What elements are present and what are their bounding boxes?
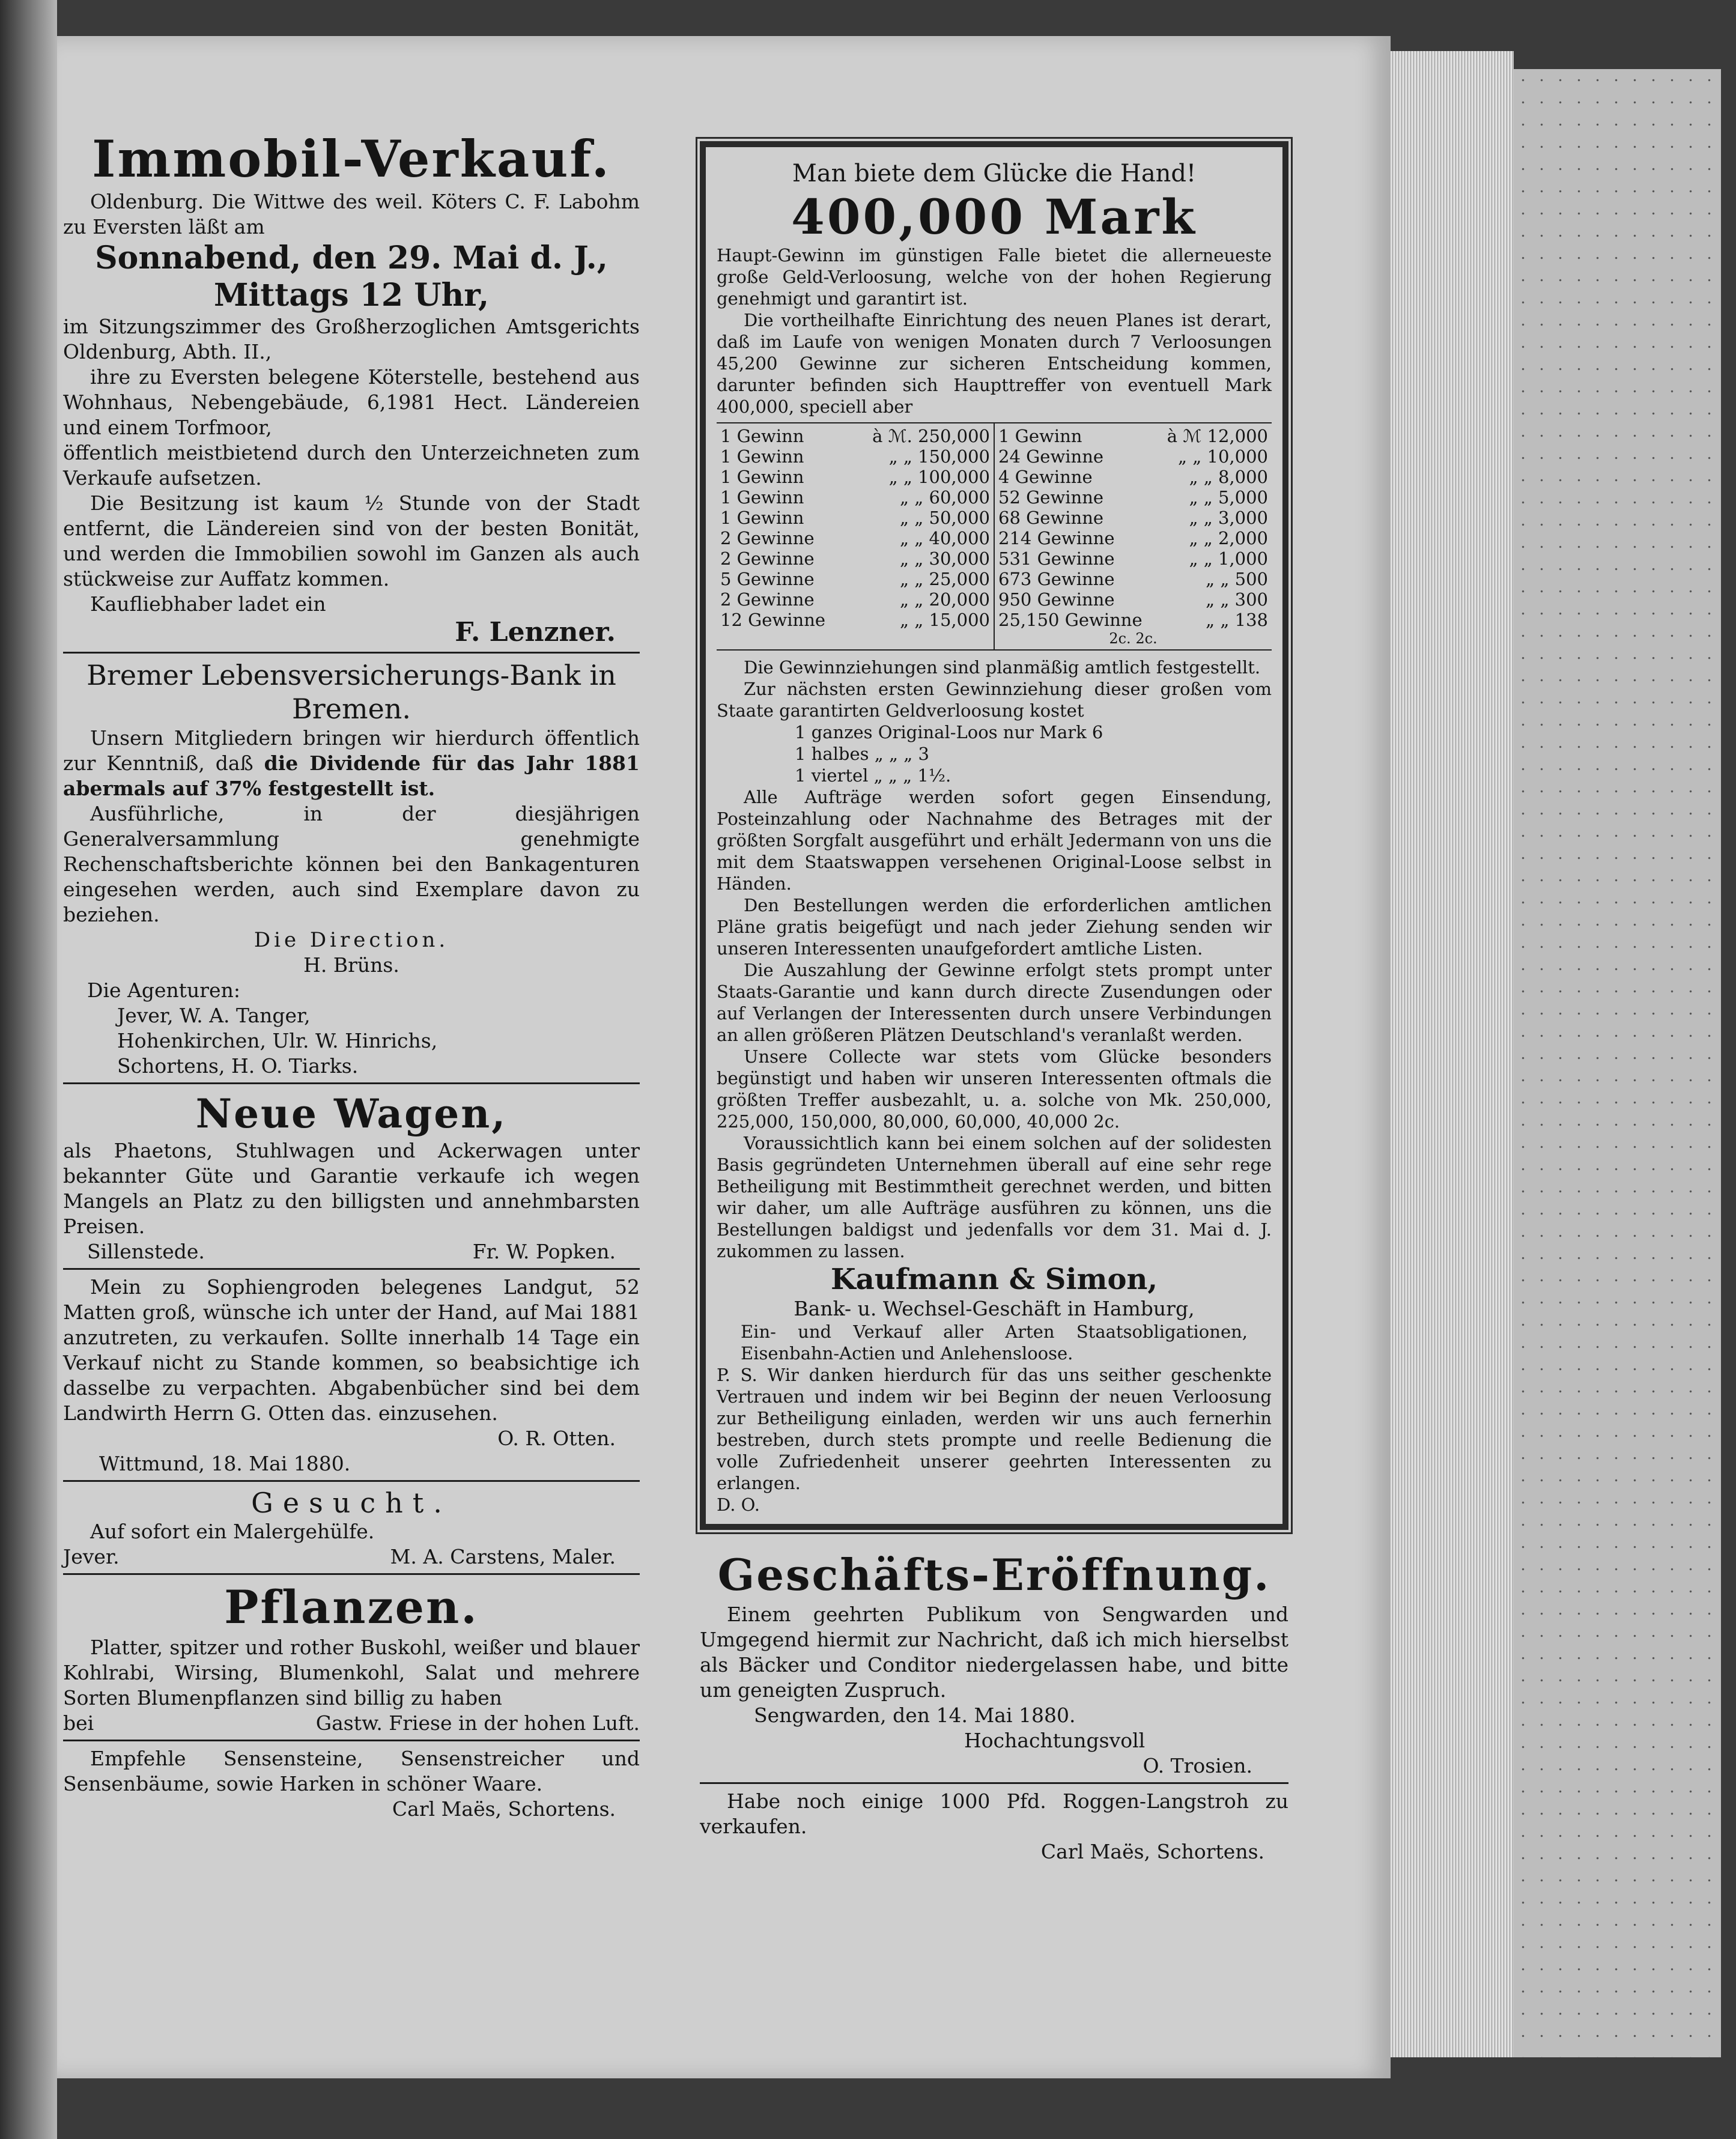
ad-text: Haupt-Gewinn im günstigen Falle bietet die allerneueste große Geld-Verloosung, welche von der hohen Regierung genehmigt und garantirt ist. [717, 245, 1272, 309]
ad-postscript-sign: D. O. [717, 1494, 760, 1515]
prize-count: 1 Gewinn [720, 467, 804, 487]
prize-amount: „ „ 100,000 [888, 467, 990, 487]
loos-price: 1 ganzes Original-Loos nur Mark 6 [795, 722, 1103, 742]
ad-title: Pflanzen. [224, 1580, 479, 1634]
prize-row [998, 528, 1268, 548]
ad-footer [63, 1544, 640, 1570]
prize-amount: „ „ 30,000 [900, 548, 990, 569]
divider [63, 1740, 640, 1741]
prize-amount: „ „ 500 [1206, 569, 1268, 589]
firm-description: Ein- und Verkauf aller Arten Staatsobligationen, Eisenbahn-Actien und Anlehensloose. [741, 1321, 1248, 1364]
prize-amount: „ „ 40,000 [900, 528, 990, 548]
loos-price: 1 viertel „ „ „ 1½. [795, 765, 951, 786]
ad-text: Platter, spitzer und rother Buskohl, weißer und blauer Kohlrabi, Wirsing, Blumenkohl, Salat und mehrere Sorten Blumenpflanzen sind billig zu haben [63, 1636, 640, 1710]
ad-pflanzen [63, 1580, 640, 1736]
ad-postscript: P. S. Wir danken hierdurch für das uns seither geschenkte Vertrauen und indem wir bei Beginn der neuen Verloosung zur Betheiligung einladen, werden wir uns auch fernerhin bestreben, durch stets prompte und reelle Bedienung die volle Zufriedenheit unserer geehrten Interessenten zu erlangen. [717, 1365, 1272, 1493]
ad-amount: 400,000 Mark [791, 189, 1197, 245]
divider [63, 1480, 640, 1482]
ad-text-part: Unsern Mitgliedern bringen wir hierdurch öffentlich zur Kenntniß, daß [63, 726, 640, 775]
ad-time: Mittags 12 Uhr, [213, 277, 490, 314]
prize-row [720, 610, 990, 630]
prize-table [717, 422, 1272, 651]
prize-count: 673 Gewinne [998, 569, 1115, 589]
prize-row [998, 467, 1268, 487]
firm-subtitle: Bank- u. Wechsel-Geschäft in Hamburg, [794, 1297, 1195, 1320]
ad-dateline: Sengwarden, den 14. Mai 1880. [754, 1704, 1076, 1727]
ad-place: bei [63, 1711, 94, 1735]
ad-immobil-verkauf [63, 129, 640, 648]
ad-sensen [63, 1746, 640, 1822]
prize-count: 2 Gewinne [720, 589, 815, 610]
ad-signature: F. Lenzner. [455, 617, 616, 648]
ad-roggen [700, 1789, 1288, 1864]
agent-item: Jever, W. A. Tanger, [117, 1004, 311, 1027]
right-column [700, 141, 1288, 1864]
prize-amount: „ „ 138 [1206, 610, 1268, 630]
agent-item: Hohenkirchen, Ulr. W. Hinrichs, [117, 1029, 438, 1052]
ad-text: Mein zu Sophiengroden belegenes Landgut, 52 Matten groß, wünsche ich unter der Hand, auf Mai 1881 anzutreten, zu verkaufen. Sollte innerhalb 14 Tage ein Verkauf nicht zu Stande kommen, so beabsichtige ich dasselbe zu verpachten. Abgabenbücher sind bei dem Landwirth Herrn G. Otten das. einzusehen. [63, 1275, 640, 1425]
ad-footer [63, 1711, 640, 1736]
ad-signature: O. Trosien. [1143, 1754, 1252, 1777]
prize-row [998, 610, 1268, 630]
prize-row [720, 528, 990, 548]
ad-text [63, 726, 640, 801]
ad-text: ihre zu Eversten belegene Köterstelle, bestehend aus Wohnhaus, Nebengebäude, 6,1981 Hect. Ländereien und einem Torfmoor, [63, 365, 640, 439]
ad-text: Kaufliebhaber ladet ein [90, 592, 326, 616]
ad-lottery-framed [700, 141, 1288, 1530]
prize-count: 2 Gewinne [720, 528, 815, 548]
prize-list-left [717, 423, 995, 649]
ad-text: Auf sofort ein Malergehülfe. [90, 1520, 375, 1543]
prize-row [998, 426, 1268, 446]
ad-bremer-bank [63, 658, 640, 1079]
ad-signature: M. A. Carstens, Maler. [390, 1545, 616, 1568]
ad-title: Immobil-Verkauf. [92, 129, 611, 189]
ad-text: Die Besitzung ist kaum ½ Stunde von der Stadt entfernt, die Ländereien sind von der besten Bonität, und werden die Immobilien sowohl im Ganzen als auch stückweise zur Auffatz kommen. [63, 491, 640, 590]
prize-count: 68 Gewinne [998, 508, 1104, 528]
prize-amount: „ „ 25,000 [900, 569, 990, 589]
prize-amount: „ „ 1,000 [1189, 548, 1268, 569]
ad-signature: Carl Maës, Schortens. [1040, 1840, 1264, 1863]
prize-list-right [995, 423, 1272, 649]
prize-count: 52 Gewinne [998, 487, 1104, 508]
prize-amount: „ „ 2,000 [1189, 528, 1268, 548]
prize-row [720, 446, 990, 467]
ad-headline: Man biete dem Glücke die Hand! [792, 160, 1197, 187]
firm-name: Kaufmann & Simon, [830, 1263, 1158, 1296]
agents-label: Die Agenturen: [87, 978, 240, 1002]
prize-count: 1 Gewinn [720, 487, 804, 508]
prize-count: 1 Gewinn [720, 446, 804, 467]
page-edges [1376, 51, 1514, 2057]
ad-title: Geschäfts-Eröffnung. [717, 1549, 1271, 1600]
ad-text: Unsere Collecte war stets vom Glücke besonders begünstigt und haben wir unseren Interessenten oftmals die größten Treffer ausbezahlt, u. a. solche von Mk. 250,000, 225,000, 150,000, 80,000, 60,000, 40,000 2c. [717, 1046, 1272, 1132]
ad-text: als Phaetons, Stuhlwagen und Ackerwagen unter bekannter Güte und Garantie verkaufe ich wegen Mangels an Platz zu den billigsten und annehmbarsten Preisen. [63, 1139, 640, 1238]
prize-count: 1 Gewinn [720, 426, 804, 446]
prize-count: 12 Gewinne [720, 610, 826, 630]
ad-direction: Die Direction. [253, 928, 449, 952]
dividend-notice: die Dividende für das Jahr 1881 abermals auf 37% festgestellt ist. [63, 751, 640, 800]
prize-count: 2 Gewinne [720, 548, 815, 569]
prize-amount: à ℳ. 250,000 [872, 426, 990, 446]
ad-dateline: Wittmund, 18. Mai 1880. [99, 1452, 351, 1475]
prize-count: 24 Gewinne [998, 446, 1104, 467]
ad-signature: Fr. W. Popken. [472, 1240, 616, 1263]
prize-count: 214 Gewinne [998, 528, 1115, 548]
ad-text: Die Auszahlung der Gewinne erfolgt stets prompt unter Staats-Garantie und kann durch directe Zusendungen oder auf Verlangen der Interessenten durch unsere Verbindungen an allen größeren Plätzen Deutschland's veranlaßt werden. [717, 960, 1272, 1045]
prize-amount: „ „ 15,000 [900, 610, 990, 630]
ad-signature: O. R. Otten. [497, 1427, 616, 1450]
prize-count: 1 Gewinn [720, 508, 804, 528]
left-column [63, 129, 640, 1822]
divider [700, 1782, 1288, 1784]
ad-signature: Gastw. Friese in der hohen Luft. [315, 1711, 640, 1735]
prize-row [998, 487, 1268, 508]
ad-text: Die Gewinnziehungen sind planmäßig amtlich festgestellt. [744, 657, 1261, 678]
prize-count: 5 Gewinne [720, 569, 815, 589]
divider [63, 1268, 640, 1270]
divider [63, 652, 640, 654]
prize-count: 4 Gewinne [998, 467, 1093, 487]
prize-row [720, 467, 990, 487]
prize-row [998, 569, 1268, 589]
prize-count: 531 Gewinne [998, 548, 1115, 569]
divider [63, 1082, 640, 1084]
prize-amount: „ „ 150,000 [888, 446, 990, 467]
ad-geschaefts-eroeffnung [700, 1548, 1288, 1779]
ad-title: Neue Wagen, [195, 1090, 508, 1137]
loos-price: 1 halbes „ „ „ 3 [795, 744, 929, 764]
ad-text: Habe noch einige 1000 Pfd. Roggen-Langstroh zu verkaufen. [700, 1789, 1288, 1838]
ad-landgut [63, 1275, 640, 1476]
prize-amount: „ „ 300 [1206, 589, 1268, 610]
prize-amount: „ „ 60,000 [900, 487, 990, 508]
prize-count: 950 Gewinne [998, 589, 1115, 610]
prize-row [720, 569, 990, 589]
ad-intro: Oldenburg. Die Wittwe des weil. Köters C. F. Labohm zu Eversten läßt am [63, 190, 640, 238]
prize-row [998, 589, 1268, 610]
prize-amount: „ „ 20,000 [900, 589, 990, 610]
prize-amount: à ℳ 12,000 [1167, 426, 1268, 446]
prize-amount: „ „ 50,000 [900, 508, 990, 528]
ad-text: Den Bestellungen werden die erforderlichen amtlichen Pläne gratis beigefügt und nach jeder Ziehung senden wir unseren Interessenten unaufgefordert amtliche Listen. [717, 895, 1272, 959]
prize-amount: „ „ 3,000 [1189, 508, 1268, 528]
ad-text: Die vortheilhafte Einrichtung des neuen Planes ist derart, daß im Laufe von wenigen Monaten durch 7 Verloosungen 45,200 Gewinne zur sicheren Entscheidung kommen, darunter befinden sich Haupttreffer von eventuell Mark 400,000, speciell aber [717, 310, 1272, 417]
prize-amount: „ „ 5,000 [1189, 487, 1268, 508]
ad-text: Einem geehrten Publikum von Sengwarden und Umgegend hiermit zur Nachricht, daß ich mich hierselbst als Bäcker und Conditor niedergelassen habe, und bitte um geneigten Zuspruch. [700, 1603, 1288, 1702]
ad-text: Ausführliche, in der diesjährigen Generalversammlung genehmigte Rechenschaftsberichte können bei den Bankagenturen eingesehen werden, auch sind Exemplare davon zu beziehen. [63, 802, 640, 926]
prize-row [998, 508, 1268, 528]
ad-place: Jever. [63, 1545, 120, 1568]
ad-text: Zur nächsten ersten Gewinnziehung dieser großen vom Staate garantirten Geldverloosung kostet [717, 679, 1272, 721]
book-spine-left [0, 0, 57, 2139]
ad-text: Voraussichtlich kann bei einem solchen auf der solidesten Basis gegründeten Unternehmen überall auf eine sehr rege Betheiligung mit Bestimmtheit gerechnet werden, und bitten wir daher, um alle Aufträge ausführen zu können, uns die Bestellungen baldigst und jedenfalls vor dem 31. Mai d. J. zukommen zu lassen. [717, 1133, 1272, 1261]
prize-row [720, 508, 990, 528]
book-cover [1514, 69, 1721, 2057]
prize-count: 25,150 Gewinne [998, 610, 1143, 630]
ad-text: Empfehle Sensensteine, Sensenstreicher und Sensenbäume, sowie Harken in schöner Waare. [63, 1747, 640, 1795]
ad-neue-wagen [63, 1089, 640, 1264]
prize-row [998, 548, 1268, 569]
prize-row [998, 446, 1268, 467]
prize-count: 1 Gewinn [998, 426, 1082, 446]
prize-row [720, 589, 990, 610]
ad-text: Alle Aufträge werden sofort gegen Einsendung, Posteinzahlung oder Nachnahme des Betrages mit der größten Sorgfalt ausgeführt und erhält Jedermann von uns die mit dem Staatswappen versehenen Original-Loose selbst in Händen. [717, 787, 1272, 894]
divider [63, 1573, 640, 1575]
ad-greeting: Hochachtungsvoll [964, 1729, 1146, 1752]
ad-director: H. Brüns. [303, 953, 399, 977]
agent-item: Schortens, H. O. Tiarks. [117, 1054, 359, 1078]
ad-text: öffentlich meistbietend durch den Unterzeichneten zum Verkaufe aufsetzen. [63, 441, 640, 490]
ad-signature: Carl Maës, Schortens. [392, 1797, 616, 1821]
prize-etc: 2c. 2c. [1109, 630, 1158, 647]
prize-row [720, 548, 990, 569]
ad-title: Bremer Lebensversicherungs-Bank in Bremen. [86, 659, 616, 725]
ad-place: Sillenstede. [87, 1240, 205, 1263]
ad-text: im Sitzungszimmer des Großherzoglichen Amtsgerichts Oldenburg, Abth. II., [63, 315, 640, 363]
prize-amount: „ „ 10,000 [1178, 446, 1268, 467]
ad-gesucht [63, 1487, 640, 1570]
ad-date: Sonnabend, den 29. Mai d. J., [95, 240, 608, 276]
prize-amount: „ „ 8,000 [1189, 467, 1268, 487]
ad-title: Gesucht. [251, 1487, 452, 1519]
ad-footer [63, 1239, 640, 1264]
prize-row [720, 426, 990, 446]
prize-row [720, 487, 990, 508]
